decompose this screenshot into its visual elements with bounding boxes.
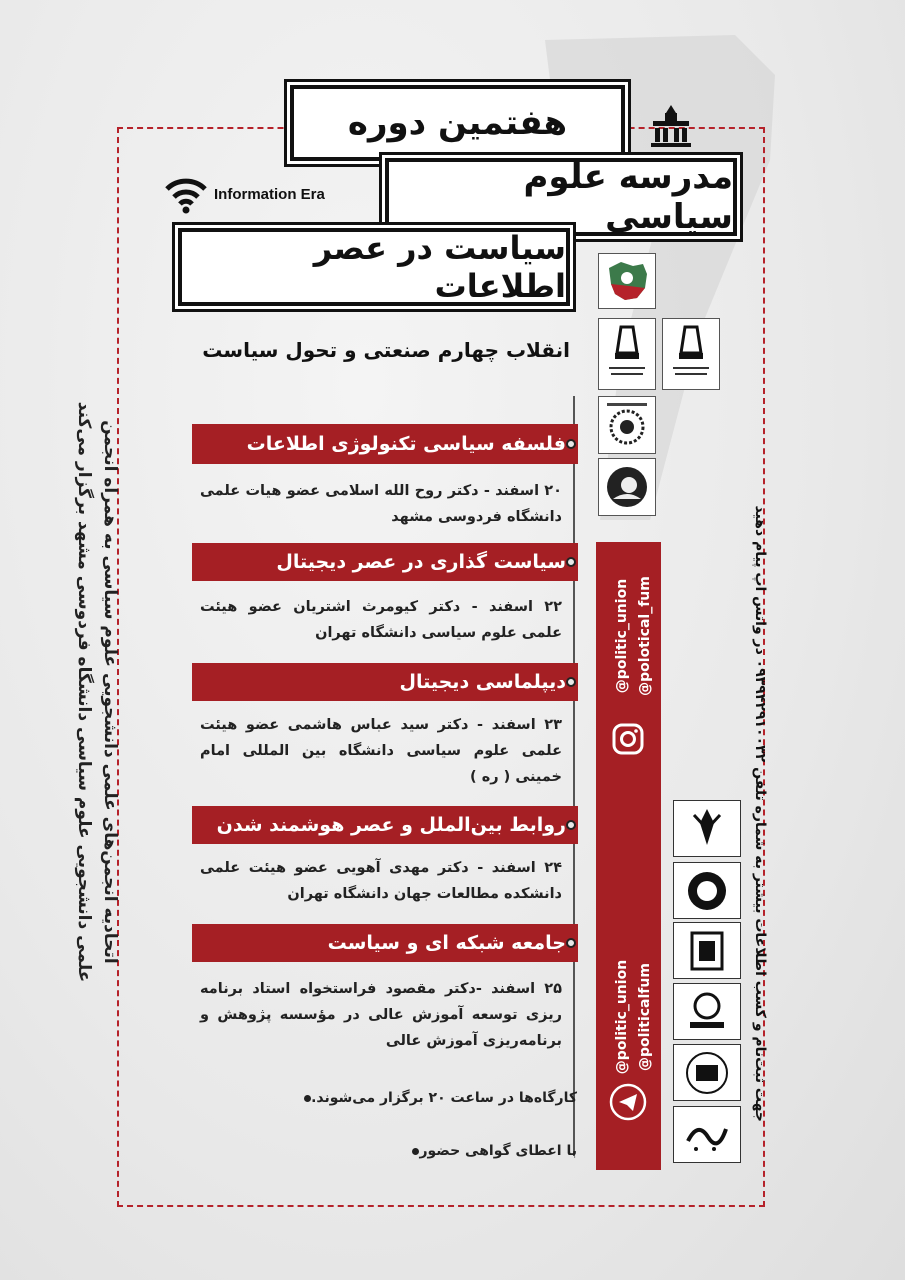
session-desc-5: ۲۵ اسفند -دکتر مقصود فراستخواه استاد برنامه ریزی توسعه آموزش عالی در مؤسسه پژوهش و برنامه‌ریزی آموزش عالی — [200, 981, 562, 1049]
calligraphy-logo-icon — [674, 1107, 740, 1162]
association-logo-2 — [673, 862, 741, 919]
information-era-label: Information Era — [214, 186, 325, 203]
registration-info: جهت ثبت‌نام و کسب اطلاعات بیشتر به شماره تلفن ۰۹۳۹۴۲۹۱۰۰۳۲ در واتس اپ پیام دهید — [752, 505, 768, 1122]
note-1-text: کارگاه‌ها در ساعت ۲۰ برگزار می‌شوند. — [311, 1090, 577, 1106]
iran-map-logo — [598, 253, 656, 309]
session-title-3: دیپلماسی دیجیتال — [192, 663, 578, 701]
calligraphy-emblem-logo — [598, 396, 656, 454]
session-desc-2: ۲۲ اسفند - دکتر کیومرث اشتریان عضو هیئت علمی علوم سیاسی دانشگاه تهران — [200, 599, 562, 641]
ferdowsi-university-logo-1 — [598, 318, 656, 390]
ferdowsi-university-logo-2 — [662, 318, 720, 390]
round-badge-icon — [674, 863, 740, 918]
timeline-line — [573, 396, 575, 1156]
subtitle: انقلاب چهارم صنعتی و تحول سیاست — [202, 338, 570, 362]
telegram-icon[interactable] — [609, 1083, 647, 1121]
note-2-text: با اعطای گواهی حضور — [419, 1143, 577, 1159]
session-title-1: فلسفه سیاسی تکنولوژی اطلاعات — [192, 424, 578, 464]
instagram-handle-1[interactable]: @politic_union — [614, 578, 630, 694]
session-title-4: روابط بین‌الملل و عصر هوشمند شدن — [192, 806, 578, 844]
torch-emblem-icon — [674, 801, 740, 856]
university-building-icon — [650, 103, 692, 147]
session-title-2: سیاست گذاری در عصر دیجیتال — [192, 543, 578, 581]
association-logo-3 — [673, 922, 741, 979]
organizer-line-1: اتحادیه انجمن‌های علمی دانشجویی علوم سیاسی به همراه انجمن — [100, 420, 120, 964]
globe-book-icon — [674, 984, 740, 1039]
session-desc-1: ۲۰ اسفند - دکتر روح الله اسلامی عضو هیات علمی دانشگاه فردوسی مشهد — [200, 483, 562, 525]
title-line-1: هفتمین دوره — [290, 85, 625, 161]
telegram-handle-1[interactable]: @politic_union — [614, 959, 630, 1075]
note-1 — [296, 1090, 577, 1106]
portrait-logo — [598, 458, 656, 516]
association-logo-6 — [673, 1106, 741, 1163]
session-title-5: جامعه شبکه ای و سیاست — [192, 924, 578, 962]
university-emblem-icon — [599, 319, 655, 389]
association-logo-1 — [673, 800, 741, 857]
association-logo-4 — [673, 983, 741, 1040]
university-emblem-icon — [663, 319, 719, 389]
organizer-line-2: علمی دانشجویی علوم سیاسی دانشگاه فردوسی مشهد برگزار می‌کند — [74, 401, 94, 983]
timeline-dot — [566, 677, 576, 687]
timeline-dot — [566, 938, 576, 948]
building-seal-icon — [674, 1045, 740, 1100]
session-desc-4: ۲۴ اسفند - دکتر مهدی آهویی عضو هیئت علمی دانشکده مطالعات جهان دانشگاه تهران — [200, 860, 562, 902]
iran-map-icon — [599, 254, 655, 308]
telegram-handle-2[interactable]: @politicalfum — [637, 963, 653, 1071]
session-desc-3: ۲۳ اسفند - دکتر سید عباس هاشمی عضو هیئت علمی علوم سیاسی دانشگاه بین المللی امام خمینی ( ره ) — [200, 717, 562, 785]
timeline-dot — [566, 820, 576, 830]
instagram-handle-2[interactable]: @polotical_fum — [637, 576, 653, 696]
association-logo-5 — [673, 1044, 741, 1101]
timeline-dot — [566, 439, 576, 449]
instagram-icon[interactable] — [612, 723, 644, 755]
wifi-icon — [163, 176, 209, 214]
title-line-2: مدرسه علوم سیاسی — [385, 158, 737, 236]
geometric-emblem-icon — [674, 923, 740, 978]
timeline-dot — [566, 557, 576, 567]
round-emblem-icon — [599, 397, 655, 453]
title-line-3: سیاست در عصر اطلاعات — [178, 228, 570, 306]
portrait-icon — [599, 459, 655, 515]
note-2 — [404, 1143, 577, 1159]
